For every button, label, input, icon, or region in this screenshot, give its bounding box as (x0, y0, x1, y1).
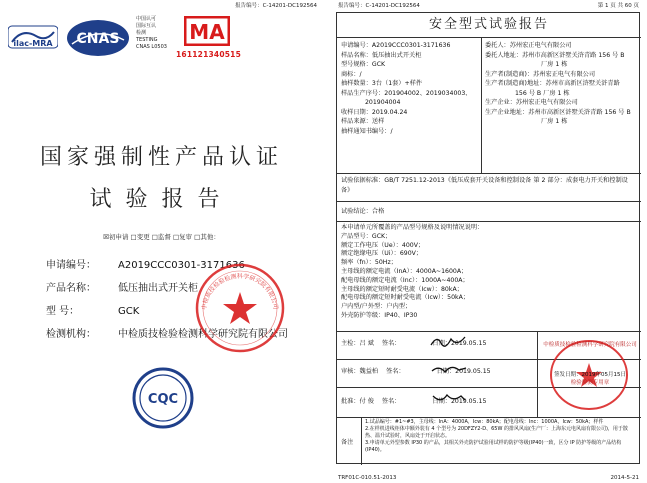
info-row: 厂房 1 栋 (541, 118, 568, 125)
info-row: 委托人：苏州宏正电气有限公司 (485, 42, 572, 49)
applicant-info-right (485, 41, 639, 127)
cma-code: 161121340515 (176, 50, 242, 59)
page-indicator: 第 1 页 共 60 页 (597, 3, 639, 9)
remark-line: 1.试品编号：#1~#3，主母线：InA：4000A，Icw：80kA；配电母线：Inc：1000A，Icw：50kA；样件 (365, 419, 604, 425)
cma-logo (184, 16, 230, 46)
report-table (336, 12, 640, 464)
info-row: 生产企业：苏州宏正电气有限公司 (485, 99, 578, 106)
certification-cover-page (0, 0, 323, 483)
note-line: 户内型/户外型：户内型； (341, 303, 412, 311)
field-label: 申请编号： (46, 260, 96, 271)
report-type-checkboxes: ☒初申请 □变更 □监督 □复审 □其他： (103, 233, 220, 241)
info-row: 生产者(制造商)：苏州宏正电气有限公司 (485, 70, 596, 78)
sig-date: 日期：2019.05.15 (432, 398, 487, 405)
info-row: 厂房 1 栋 (541, 61, 568, 68)
sig-role: 主检：吕 斌 (341, 340, 374, 347)
note-line: 外壳防护等级：IP40、IP30 (341, 311, 418, 319)
product-description (341, 224, 637, 321)
form-code: TRF01C-010.51-2013 (338, 475, 397, 481)
note-line: 产品型号：GCK； (341, 232, 392, 240)
sig-date: 日期：2019.05.15 (432, 340, 487, 347)
sample-info-left (341, 41, 479, 136)
note-line: 频率（fn）：50Hz； (341, 259, 397, 267)
field-product-name (46, 279, 198, 294)
sig-label: 签名： (381, 340, 401, 347)
cover-subtitle: 试验报告 (89, 187, 234, 212)
note-line: 配电母线的额定短时耐受电流（Icw）：50kA； (341, 294, 470, 302)
remark-line: 2.在样机进线柜体中额外装有 4 个型号为 20DFZY2-D、65W 的排风风扇(生产厂：上海东元电风扇有限公司)，用于散热、温升试验时，风扇处于开启状态。 (365, 426, 628, 439)
safety-test-report-page (330, 0, 647, 483)
info-row: 抽样通知书编号：/ (341, 127, 393, 135)
field-label: 型 号： (46, 306, 80, 317)
sig-role: 批准：付 俊 (341, 398, 374, 405)
stamp-text: 中检质技检验检测科学研究院有限公司 (200, 272, 279, 311)
test-basis: 试验依据标准：GB/T 7251.12-2013《低压成套开关设备和控制设备 第 2 部分：成套电力开关和控制设备》 (341, 177, 628, 194)
cnas-caption-line: TESTING (136, 37, 158, 43)
stamp-org: 中检质技检验检测科学研究院有限公司 (543, 342, 637, 348)
note-line: 配电母线的额定电流（Inc）：1000A~400A； (341, 276, 469, 284)
cnas-caption-line: 检测 (136, 30, 147, 36)
ilac-text: ilac-MRA (13, 39, 53, 48)
field-label: 产品名称： (46, 283, 96, 294)
ma-text: MA (189, 20, 225, 44)
cnas-caption-line: 国际互认 (136, 23, 157, 29)
note-line: 额定绝缘电压（Ui）：690V； (341, 250, 423, 258)
note-line: 主母线的额定电流（InA）：4000A~1600A； (341, 267, 468, 275)
star-icon (223, 292, 257, 324)
cover-title: 国家强制性产品认证 (39, 145, 283, 170)
notes-title: 本申请单元所覆盖的产品型号规格及说明情况说明： (341, 224, 484, 231)
cnas-caption-line: 中国认可 (136, 16, 157, 22)
cqc-text: CQC (147, 392, 179, 407)
remark-line: 3.申请单元外型参数 IP30 的产品，其相关外壳防护试验用试样的防护等级(IP40)一致，区分 IP 防护等级的产品结构(IP40)。 (365, 440, 622, 453)
stamp-label: 检验检测专用章 (570, 380, 610, 386)
cnas-logo (66, 18, 130, 58)
info-row: 生产者(制造商)地址：苏州市高新区浒墅关浒青路 (485, 80, 620, 87)
cnas-caption (136, 16, 167, 51)
test-conclusion: 试验结论：合格 (341, 208, 385, 215)
report-number: 报告编号：C-14201-DC192564 (235, 3, 317, 9)
handwritten-signature (429, 361, 469, 377)
handwritten-signature (429, 333, 469, 349)
info-row: 收样日期：2019.04.24 (341, 108, 408, 116)
remarks-label: 备注 (341, 439, 354, 446)
report-title: 安全型式试验报告 (428, 17, 549, 32)
stamp-date: 签发日期：2019年05月15日 (554, 372, 626, 378)
info-row: 商标：/ (341, 70, 362, 78)
sig-date: 日期：2019.05.15 (436, 368, 491, 375)
form-date: 2014-5-21 (610, 475, 639, 481)
field-value: 低压抽出式开关柜 (118, 283, 198, 294)
info-row: 样品来源：送样 (341, 118, 385, 125)
field-value: A2019CCC0301-3171636 (118, 260, 245, 271)
sig-label: 签名： (386, 368, 405, 375)
cnas-caption-line: CNAS L0503 (136, 44, 167, 50)
info-row: 型号规格：GCK (341, 61, 386, 68)
info-row: 样品生产序号：201904002、2019034003、 (341, 89, 472, 97)
sig-label: 签名： (381, 398, 401, 405)
note-line: 主母线的额定短时耐受电流（Icw）：80kA； (341, 285, 463, 293)
field-value: GCK (118, 306, 140, 317)
field-label: 检测机构： (46, 329, 96, 340)
field-value: 中检质技检验检测科学研究院有限公司 (118, 329, 288, 340)
cnas-text: CNAS (76, 31, 120, 47)
info-row: 抽样数量：3台（1套）+样件 (341, 80, 423, 87)
info-row: 样品名称：低压抽出式开关柜 (341, 51, 422, 59)
info-row: 委托人地址：苏州市高新区浒墅关浒青路 156 号 B (485, 51, 625, 59)
official-stamp (194, 262, 286, 354)
sig-role: 审核：魏益柏 (341, 368, 379, 375)
info-row: 申请编号：A2019CCC0301-3171636 (341, 42, 451, 49)
cqc-logo (132, 367, 194, 429)
remarks (365, 419, 637, 454)
report-number: 报告编号：C-14201-DC192564 (338, 3, 420, 9)
handwritten-signature (429, 390, 469, 406)
approval-stamp-text (541, 341, 639, 387)
note-line: 额定工作电压（Ue）：400V； (341, 241, 425, 249)
field-model (46, 302, 139, 317)
info-row: 156 号 B 厂房 1 栋 (515, 89, 570, 97)
info-row: 201904004 (365, 99, 401, 106)
accreditation-logos (6, 12, 318, 64)
ilac-mra-logo (8, 24, 58, 50)
info-row: 生产企业地址：苏州市高新区浒墅关浒青路 156 号 B (485, 108, 631, 116)
